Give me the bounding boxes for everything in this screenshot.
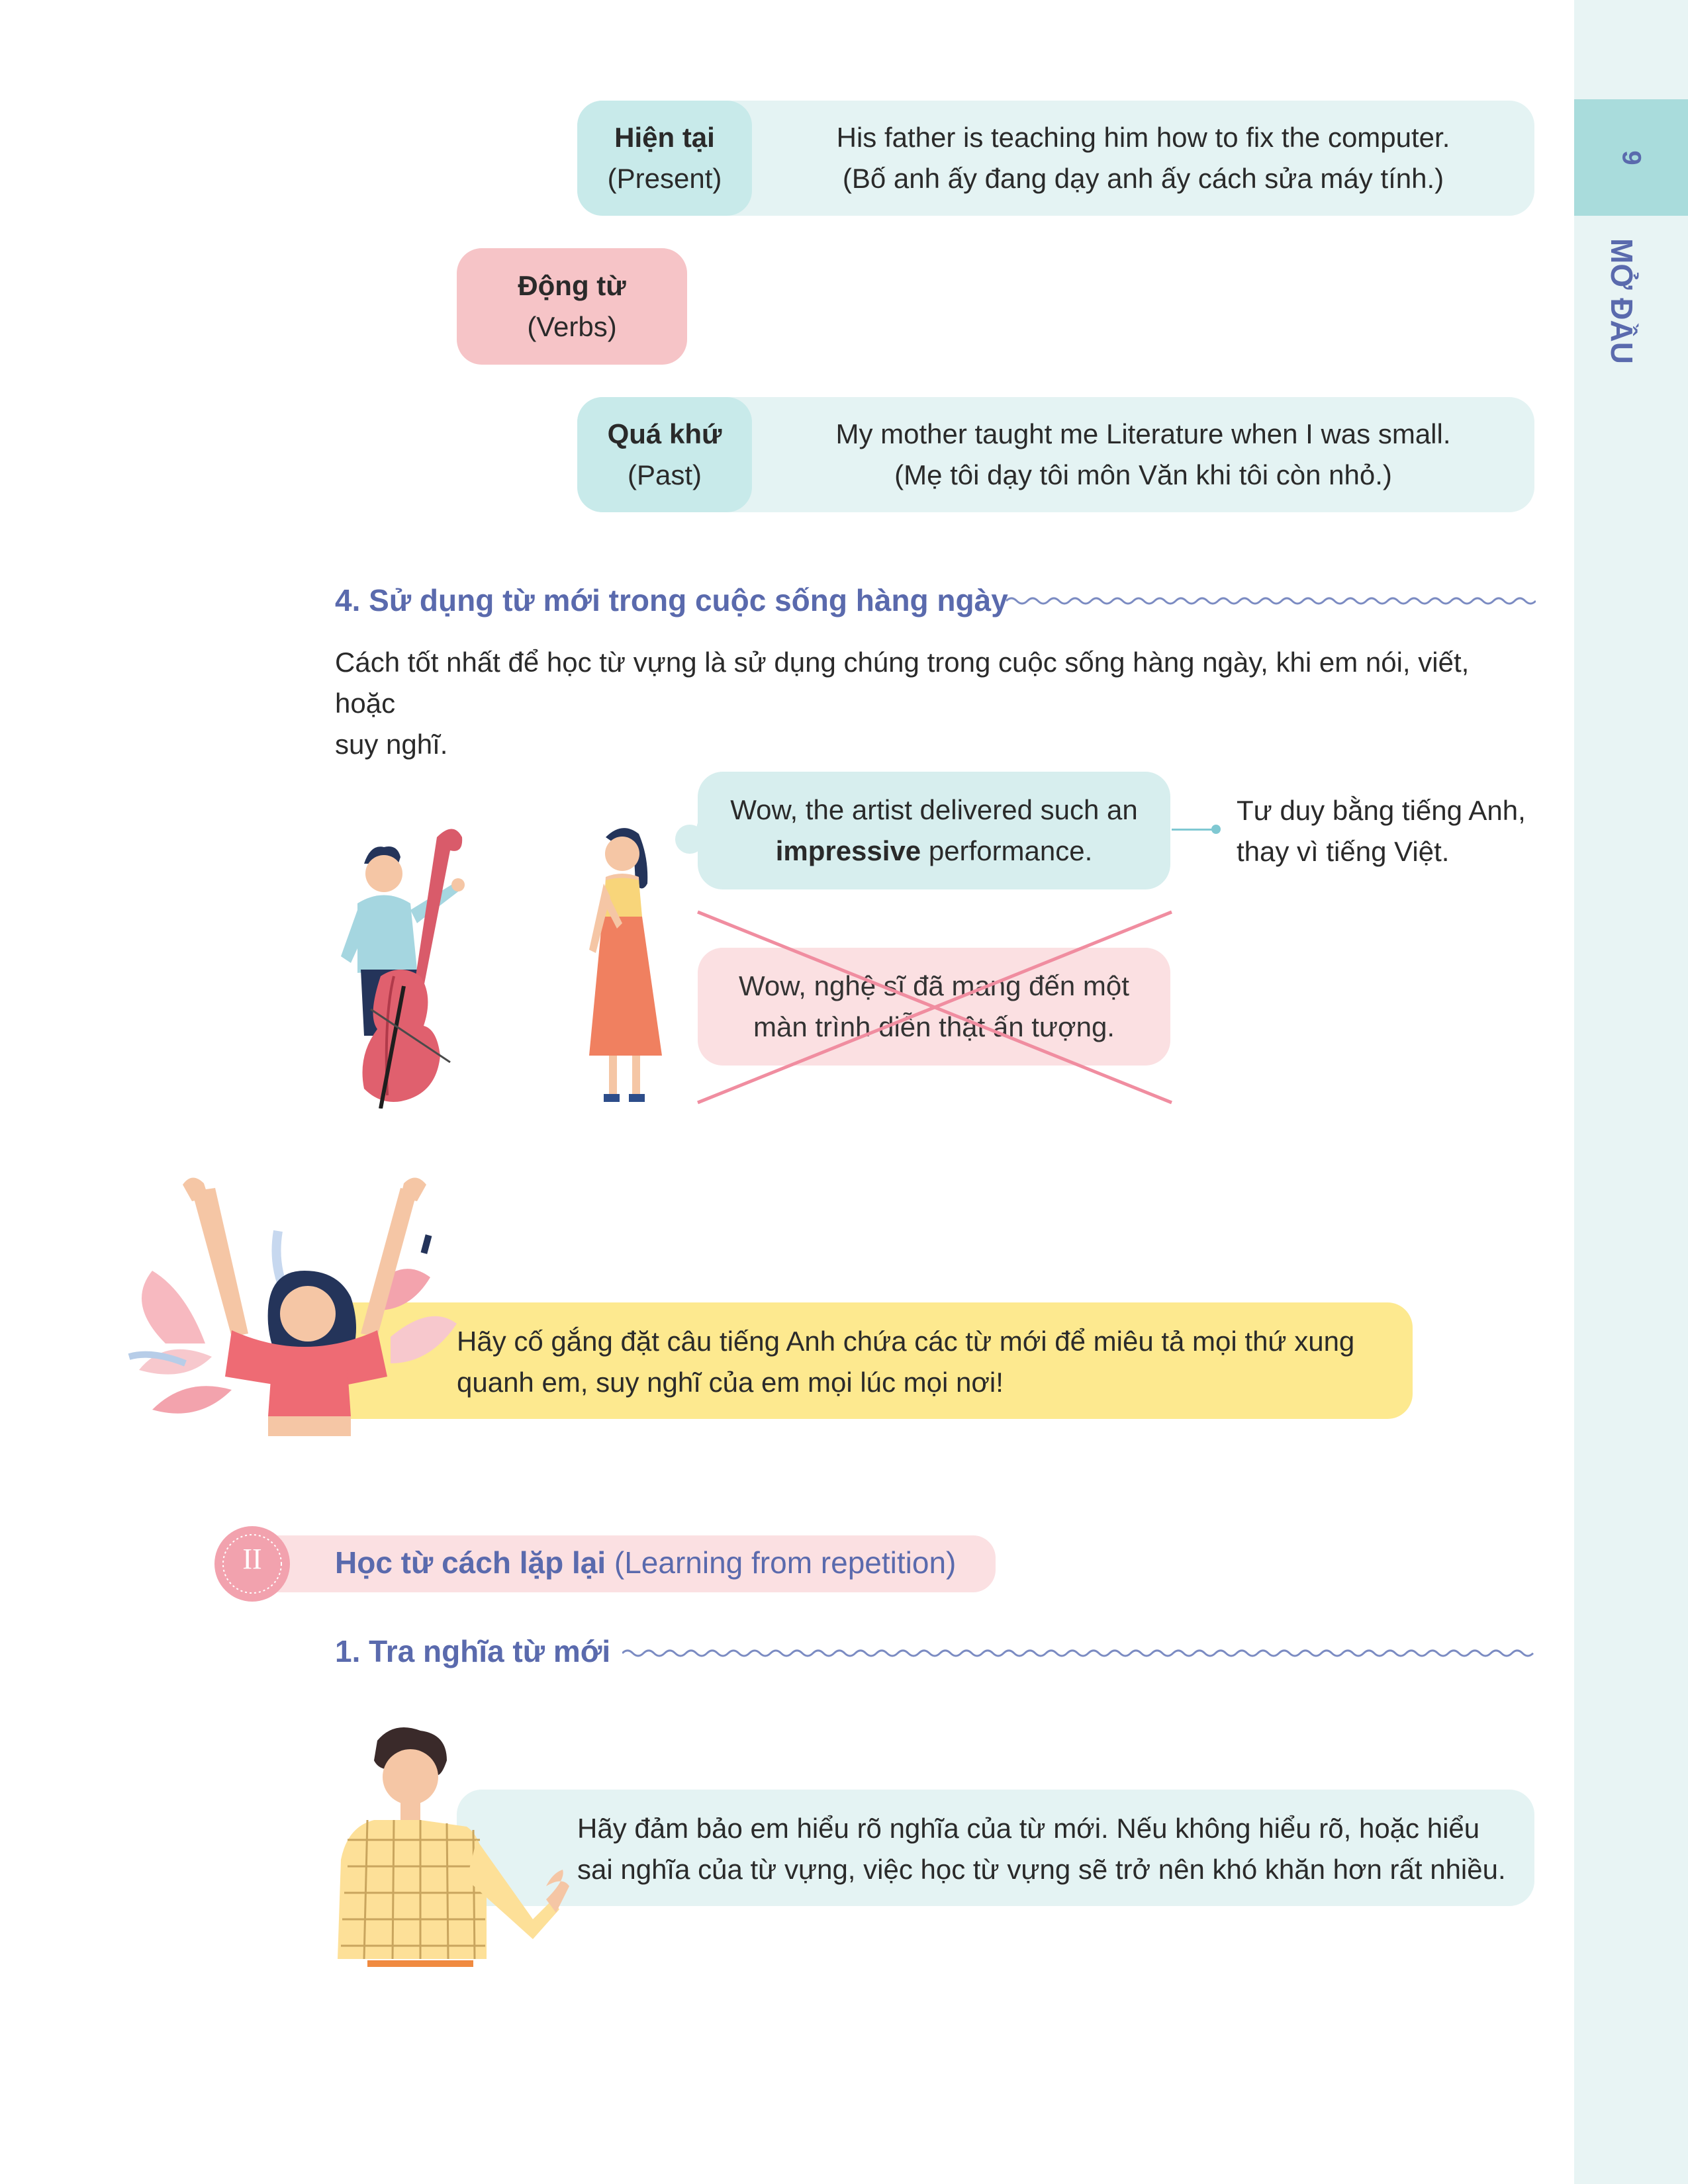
yellow-tip-line2: quanh em, suy nghĩ của em mọi lúc mọi nơi!	[457, 1367, 1004, 1398]
thinking-woman-illustration	[569, 817, 675, 1109]
note-line2: thay vì tiếng Việt.	[1237, 836, 1450, 867]
think-in-english-note	[1237, 790, 1541, 872]
past-label-sub: (Past)	[627, 459, 702, 490]
yellow-tip-line1: Hãy cố gắng đặt câu tiếng Anh chứa các từ mới để miêu tả mọi thứ xung	[457, 1326, 1355, 1357]
section4-heading-wave	[1006, 594, 1536, 608]
note-connector-dot	[1211, 825, 1221, 834]
present-example	[752, 101, 1534, 216]
chapter-label-wrap	[1589, 228, 1655, 374]
section4-heading: 4. Sử dụng từ mới trong cuộc sống hàng ngày	[335, 583, 1008, 617]
blue-tip-line1: Hãy đảm bảo em hiểu rõ nghĩa của từ mới. Nếu không hiểu rõ, hoặc hiểu	[577, 1813, 1480, 1844]
chapter-label: MỞ ĐẦU	[1605, 238, 1639, 364]
verbs-box	[457, 248, 687, 365]
section2-subheading-wave	[622, 1647, 1536, 1660]
blue-tip-line2: sai nghĩa của từ vựng, việc học từ vựng sẽ trở nên khó khăn hơn rất nhiều.	[577, 1854, 1506, 1885]
section2-title	[335, 1545, 956, 1580]
present-label: Hiện tại	[614, 122, 715, 153]
section2-title-rest: (Learning from repetition)	[606, 1545, 957, 1580]
cellist-illustration	[331, 817, 490, 1109]
present-example-vi: (Bố anh ấy đang dạy anh ấy cách sửa máy tính.)	[842, 163, 1444, 194]
present-example-en: His father is teaching him how to fix the computer.	[836, 122, 1450, 153]
cross-mark-icon	[695, 909, 1174, 1105]
verbs-sub: (Verbs)	[527, 311, 617, 342]
yellow-tip-text	[457, 1321, 1397, 1403]
bubble-vi-line1: Wow, nghệ sĩ đã mang đến một	[739, 970, 1129, 1001]
section4-paragraph	[335, 642, 1534, 765]
bubble-en-rest: performance.	[921, 835, 1093, 866]
bubble-en-line1: Wow, the artist delivered such an	[730, 794, 1138, 825]
past-label: Quá khứ	[607, 418, 722, 449]
past-label-box	[577, 397, 752, 512]
past-example-vi: (Mẹ tôi dạy tôi môn Văn khi tôi còn nhỏ.)	[894, 459, 1392, 490]
section4-paragraph-line2: suy nghĩ.	[335, 729, 448, 760]
past-example	[752, 397, 1534, 512]
bubble-vi-line2: màn trình diễn thật ấn tượng.	[753, 1011, 1115, 1042]
present-label-sub: (Present)	[607, 163, 722, 194]
section4-paragraph-line1: Cách tốt nhất để học từ vựng là sử dụng chúng trong cuộc sống hàng ngày, khi em nói, viết, hoặc	[335, 647, 1470, 719]
cheering-girl-illustration	[126, 1171, 483, 1449]
present-label-box	[577, 101, 752, 216]
page-number: 9	[1617, 150, 1646, 165]
verbs-title: Động từ	[518, 270, 626, 301]
note-connector	[1172, 829, 1215, 831]
bubble-en-line2	[776, 831, 1093, 872]
pointing-boy-illustration	[334, 1721, 573, 1972]
past-example-en: My mother taught me Literature when I was small.	[835, 418, 1451, 449]
bubble-en-bold: impressive	[775, 835, 921, 866]
page-number-tab	[1574, 99, 1688, 216]
note-line1: Tư duy bằng tiếng Anh,	[1237, 795, 1526, 826]
english-speech-bubble	[698, 772, 1170, 889]
section2-title-bold: Học từ cách lặp lại	[335, 1545, 606, 1580]
section2-subheading: 1. Tra nghĩa từ mới	[335, 1634, 611, 1668]
blue-tip-text	[577, 1808, 1530, 1890]
section2-numeral: II	[242, 1543, 262, 1575]
